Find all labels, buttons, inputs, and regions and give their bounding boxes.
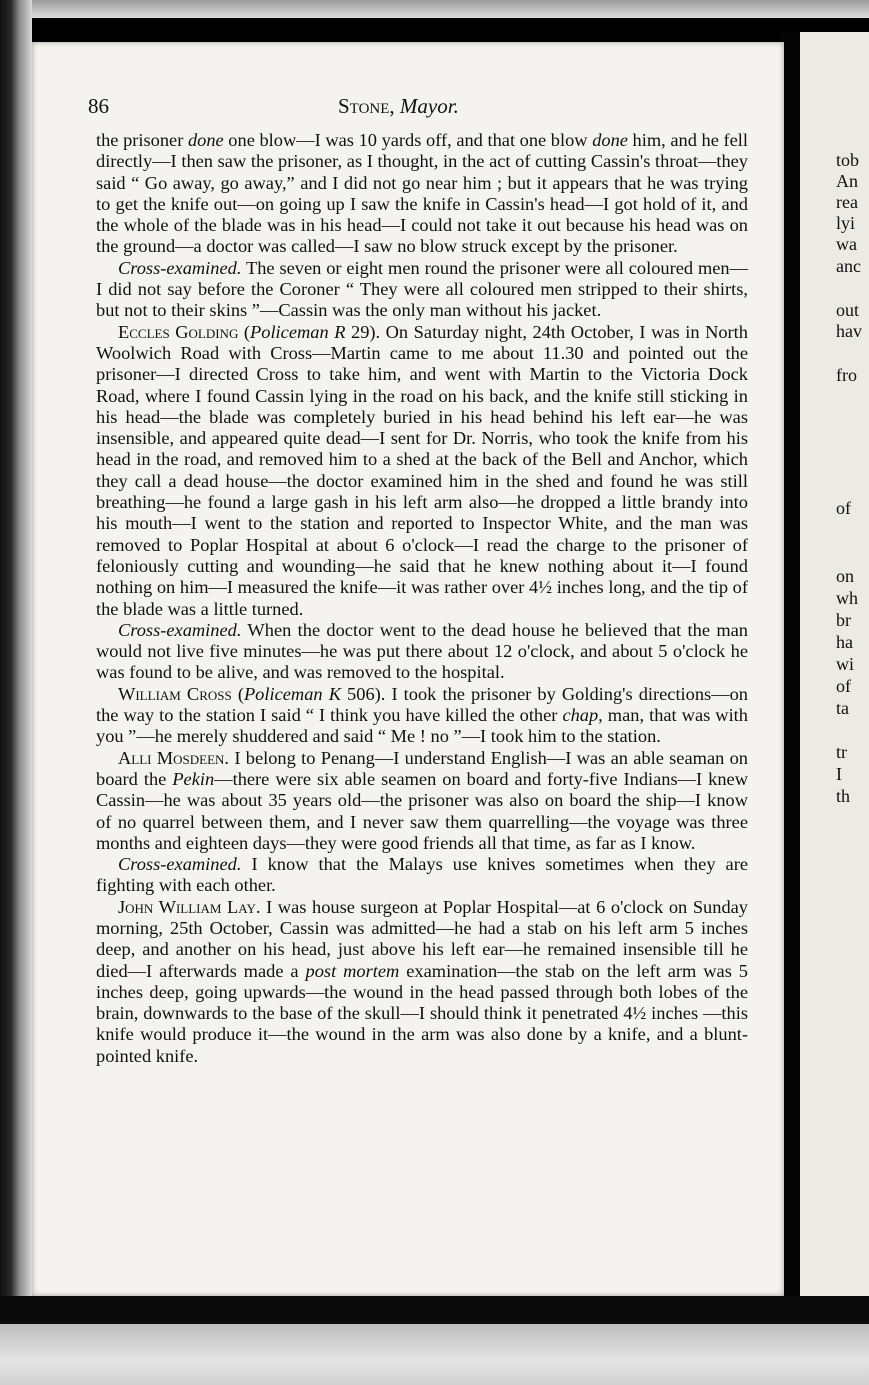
scan-bottom-band [0, 1296, 869, 1324]
facing-page-fragment: th [836, 786, 851, 806]
facing-page-fragment: wi [836, 654, 854, 674]
text-run: 29). On Saturday night, 24th October, I was in North Woolwich Road with Cross—Martin came to me about 11.30 and pointed out the prisoner—I directed Cross to take him, and went with Martin to the Victoria Dock Road, where I found Cassin lying in the road on his back, and the knife still sticking in his head—the blade was completely buried in his head behind his left ear—he was insensible, and appeared quite dead—I sent for Dr. Norris, who took the knife from his head in the road, and removed him to a shed at the back of the Bell and Anchor, which they call a dead house—the doctor examined him in the shed and found he was still breathing—he found a large gash in his left arm also—he dropped a little brandy into his mouth—I went to the station and reported to Inspector White, and the man was removed to Poplar Hospital at about 6 o'clock—I read the charge to the prisoner of feloniously cutting and wounding—he said that he knew nothing about it—I found nothing on him—I measured the knife—it was rather over 4½ inches long, and the tip of the blade was a little turned. [96, 321, 748, 619]
facing-page-fragment: wh [836, 588, 858, 608]
running-head-name: Stone, [338, 94, 395, 118]
italic-text: done [592, 130, 628, 150]
text-run: —there were six able seamen on board and forty-five Indians—I knew Cassin—he was about 35 years old—the prisoner was also on board the ship—I know of no quarrel between them, and I never saw them quarrelling—the voyage was three months and eighteen days—they were good friends all that time, as far as I know. [96, 768, 748, 853]
witness-name: Eccles Golding [118, 321, 239, 342]
italic-text: Cross-examined. [118, 619, 242, 640]
text-run: I know that the Malays use knives sometimes when they are fighting with each other. [96, 854, 748, 896]
italic-text: Policeman R [250, 321, 346, 342]
italic-text: Cross-examined. [118, 854, 242, 875]
italic-text: done [187, 130, 224, 150]
facing-page-fragment: lyi [836, 213, 856, 233]
facing-page-fragment: fro [836, 365, 857, 385]
facing-page-fragment: tob [836, 150, 860, 170]
witness-name: John William Lay. [118, 896, 261, 917]
italic-text: Policeman K [243, 683, 341, 704]
witness-name: Alli Mosdeen. [118, 747, 230, 768]
facing-page-fragment: hav [836, 321, 862, 341]
facing-page-fragment: tr [836, 742, 847, 762]
text-run: examination—the stab on the left arm was 5 inches deep, going upwards—the wound in the head passed through both lobes of the brain, downwards to the base of the skull—I should think it penetrated 4½ inches —this knife would produce it—the wound in the arm was also done by a knife, and a blunt-pointed knife. [96, 960, 748, 1066]
scan-bottom-edge [0, 1324, 869, 1385]
facing-page-fragment: wa [836, 234, 857, 254]
running-head-title: Mayor. [399, 94, 459, 118]
italic-text: Cross-examined. [118, 257, 242, 278]
text-run: I was house surgeon at Poplar Hospital—at 6 o'clock on Sunday morning, 25th October, Cassin was admitted—he had a stab on his left arm 5 inches deep, and another on his head, just above his left ear—he remained insensible till he died—I afterwards made a [96, 896, 748, 981]
text-run: I belong to Penang—I understand English—I was an able seaman on board the [96, 747, 748, 789]
facing-page-fragment: on [836, 566, 854, 586]
text-run: one blow—I was 10 yards off, and that one blow [223, 130, 593, 150]
facing-page-fragment: of [836, 498, 851, 518]
text-run: When the doctor went to the dead house he believed that the man would not live five minutes—he was put there about 12 o'clock, and about 5 o'clock he was found to be alive, and was removed to the hospital. [96, 619, 748, 683]
text-run: man, that was with you ”—he merely shuddered and said “ Me ! no ”—I took him to the station. [96, 705, 748, 747]
facing-page-fragment: br [836, 610, 851, 630]
paragraph [96, 854, 748, 897]
paragraph [96, 897, 748, 1067]
paragraph [96, 322, 748, 620]
facing-page-fragment: of [836, 676, 851, 696]
paragraph [96, 748, 748, 854]
text-run: 506). I took the prisoner by Golding's directions—on the way to the station I said “ I think you have killed the other [96, 683, 748, 726]
paragraph [96, 130, 748, 258]
paragraph [96, 684, 748, 748]
facing-page-fragment: rea [836, 192, 858, 212]
facing-page-edge [800, 32, 869, 1302]
running-head [338, 94, 459, 119]
facing-page-fragment: out [836, 300, 860, 320]
facing-page-fragment: I [836, 764, 842, 784]
page-header [88, 94, 748, 124]
witness-name: William Cross [118, 683, 232, 704]
paragraph [96, 258, 748, 322]
italic-text: chap, [562, 705, 603, 726]
italic-text: Pekin [172, 768, 215, 789]
paragraph [96, 620, 748, 684]
scan-top-edge [0, 0, 869, 18]
text-run: ( [231, 683, 244, 704]
text-run: him, and he fell directly—I then saw the prisoner, as I thought, in the act of cutting Cassin's throat—they said “ Go away, go away,” and I did not go near him ; but it appears that he was trying to get the knife out—on going up I saw the knife in Cassin's head—I got hold of it, and the whole of the blade was in his head—I could not take it out because his head was on the ground—a doctor was called—I saw no blow struck except by the prisoner. [96, 130, 748, 257]
text-run: ( [238, 321, 251, 342]
italic-text: post mortem [305, 960, 400, 981]
text-run: the prisoner [96, 130, 188, 150]
facing-page-fragment: ta [836, 698, 849, 718]
facing-page-fragment: An [836, 171, 858, 191]
facing-page-fragment: ha [836, 632, 853, 652]
body-text [96, 130, 748, 1067]
facing-page-fragment: anc [836, 256, 861, 276]
text-run: The seven or eight men round the prisoner were all coloured men—I did not say before the Coroner “ They were all coloured men stripped to their shirts, but not to their skins ”—Cassin was the only man without his jacket. [96, 257, 748, 321]
book-spine-edge [0, 0, 32, 1385]
page-number: 86 [88, 94, 109, 118]
